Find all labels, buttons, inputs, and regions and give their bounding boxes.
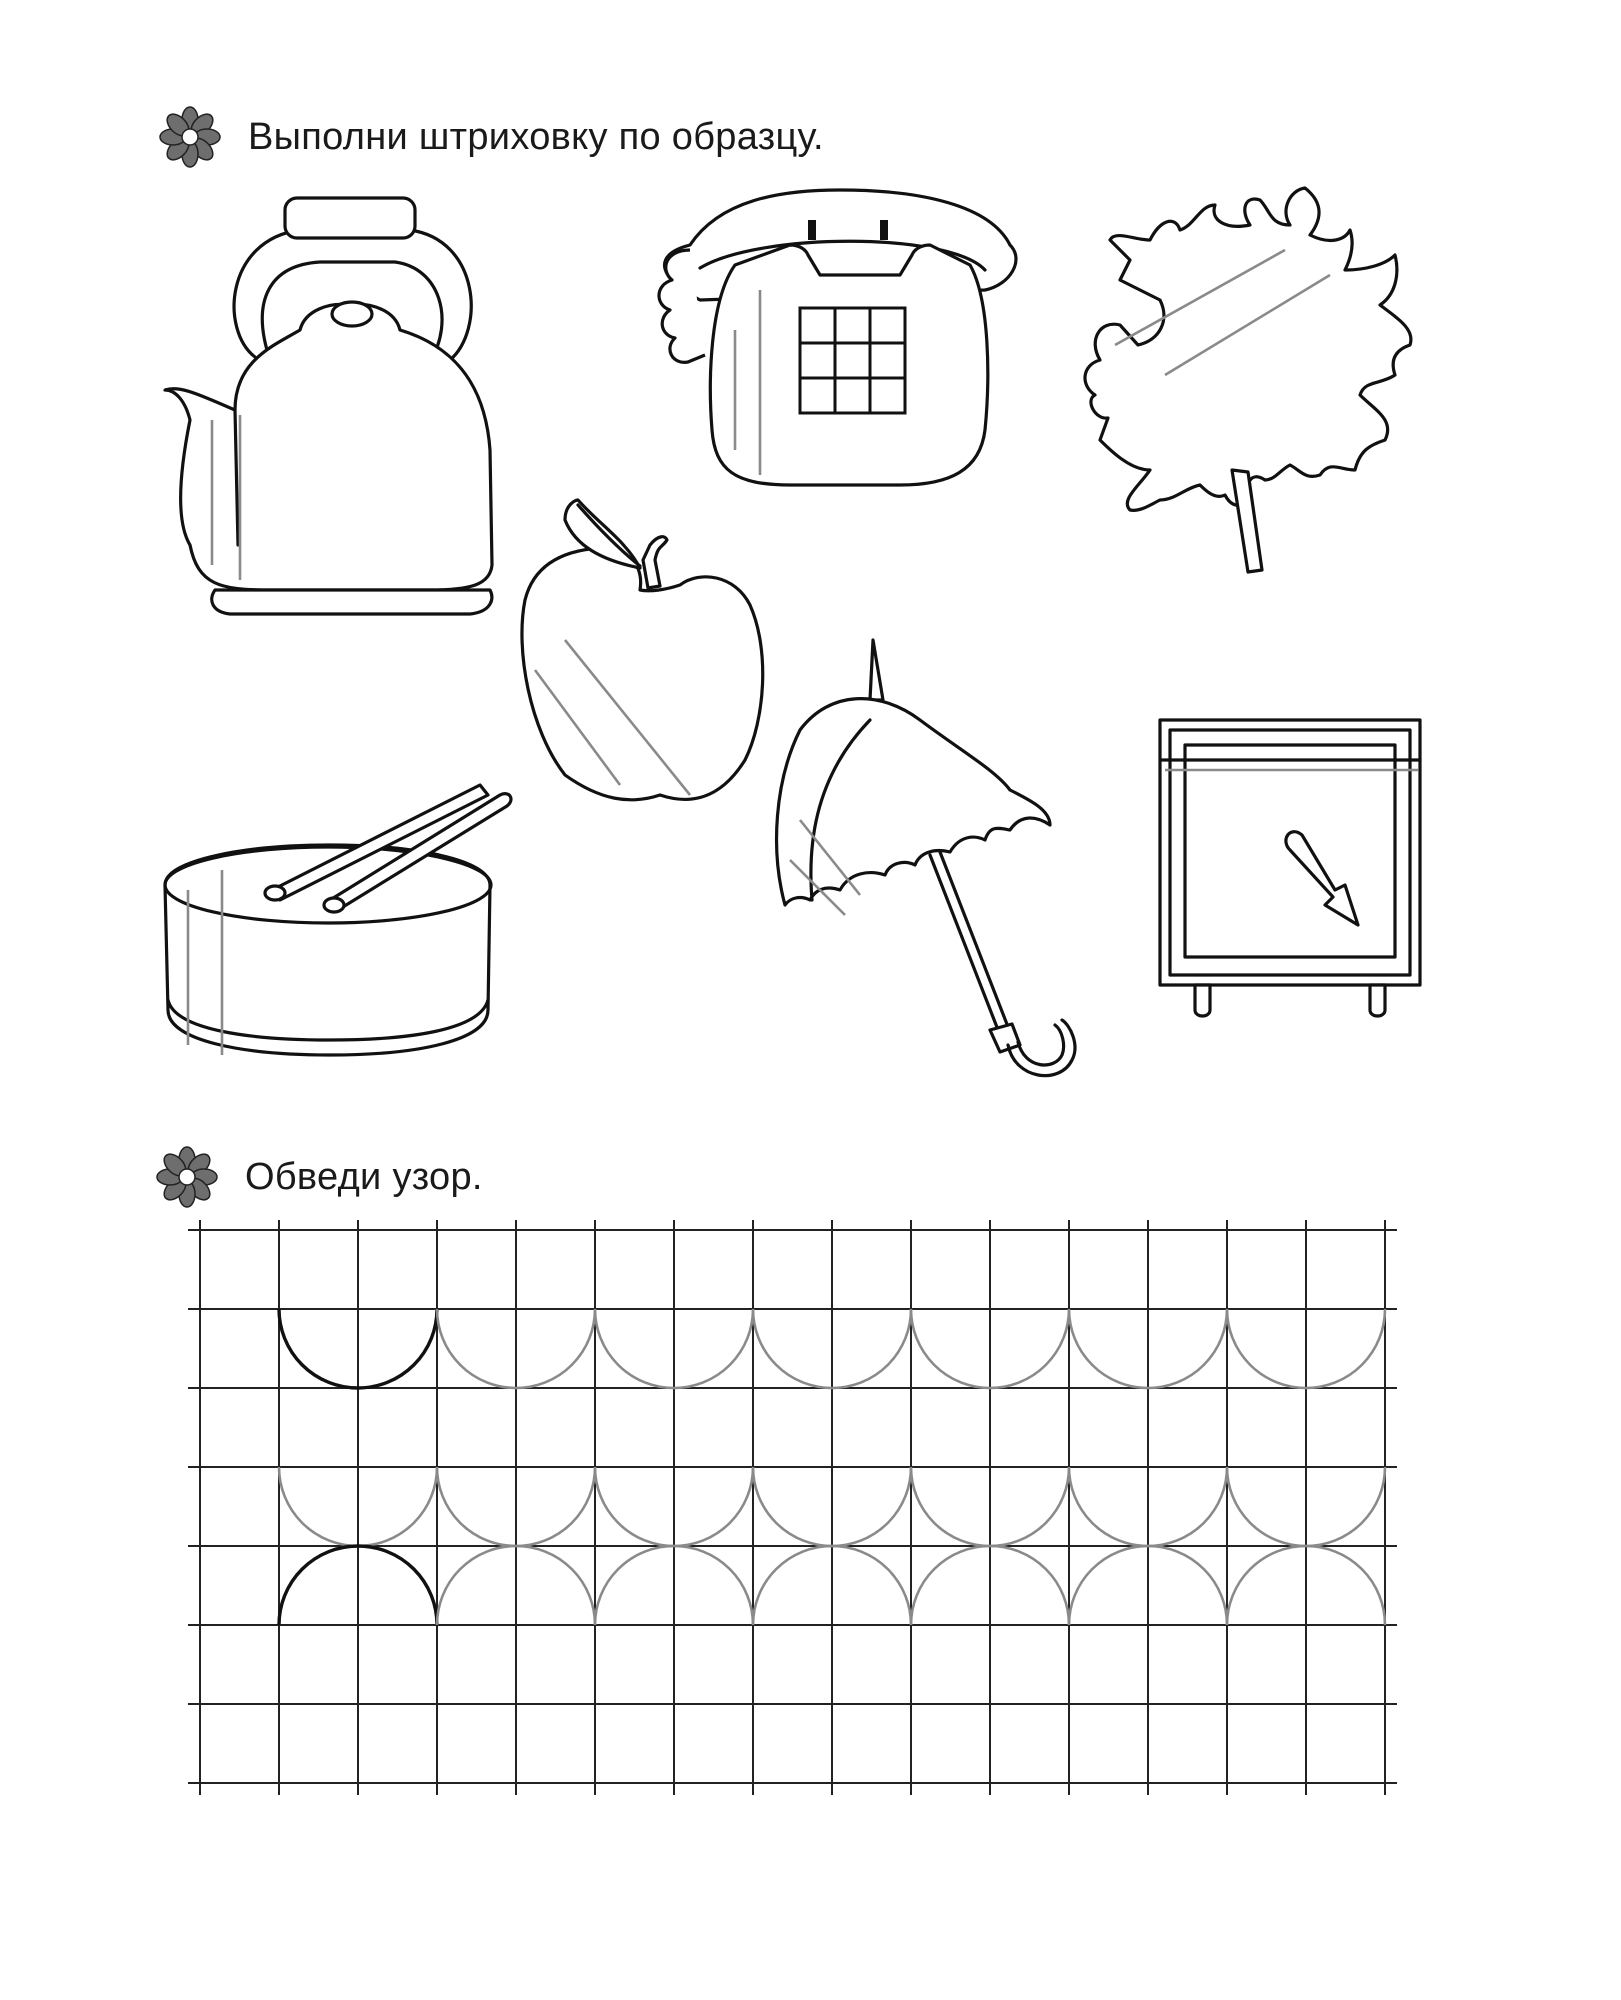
task-1-label: Выполни штриховку по образцу. [248, 115, 824, 158]
task-2-heading [155, 1145, 483, 1209]
kettle-picture [165, 198, 492, 614]
pattern-grid-canvas [185, 1220, 1415, 1810]
maple-leaf-picture [1085, 188, 1411, 572]
umbrella-picture [777, 640, 1075, 1076]
task-2-label: Обведи узор. [245, 1155, 483, 1198]
flower-icon [155, 1145, 219, 1209]
apple-picture [522, 500, 763, 800]
pattern-tracing-grid [185, 1220, 1415, 1815]
drum-picture [165, 785, 511, 1055]
telephone-picture [659, 190, 1016, 485]
safe-picture [1160, 720, 1420, 1016]
